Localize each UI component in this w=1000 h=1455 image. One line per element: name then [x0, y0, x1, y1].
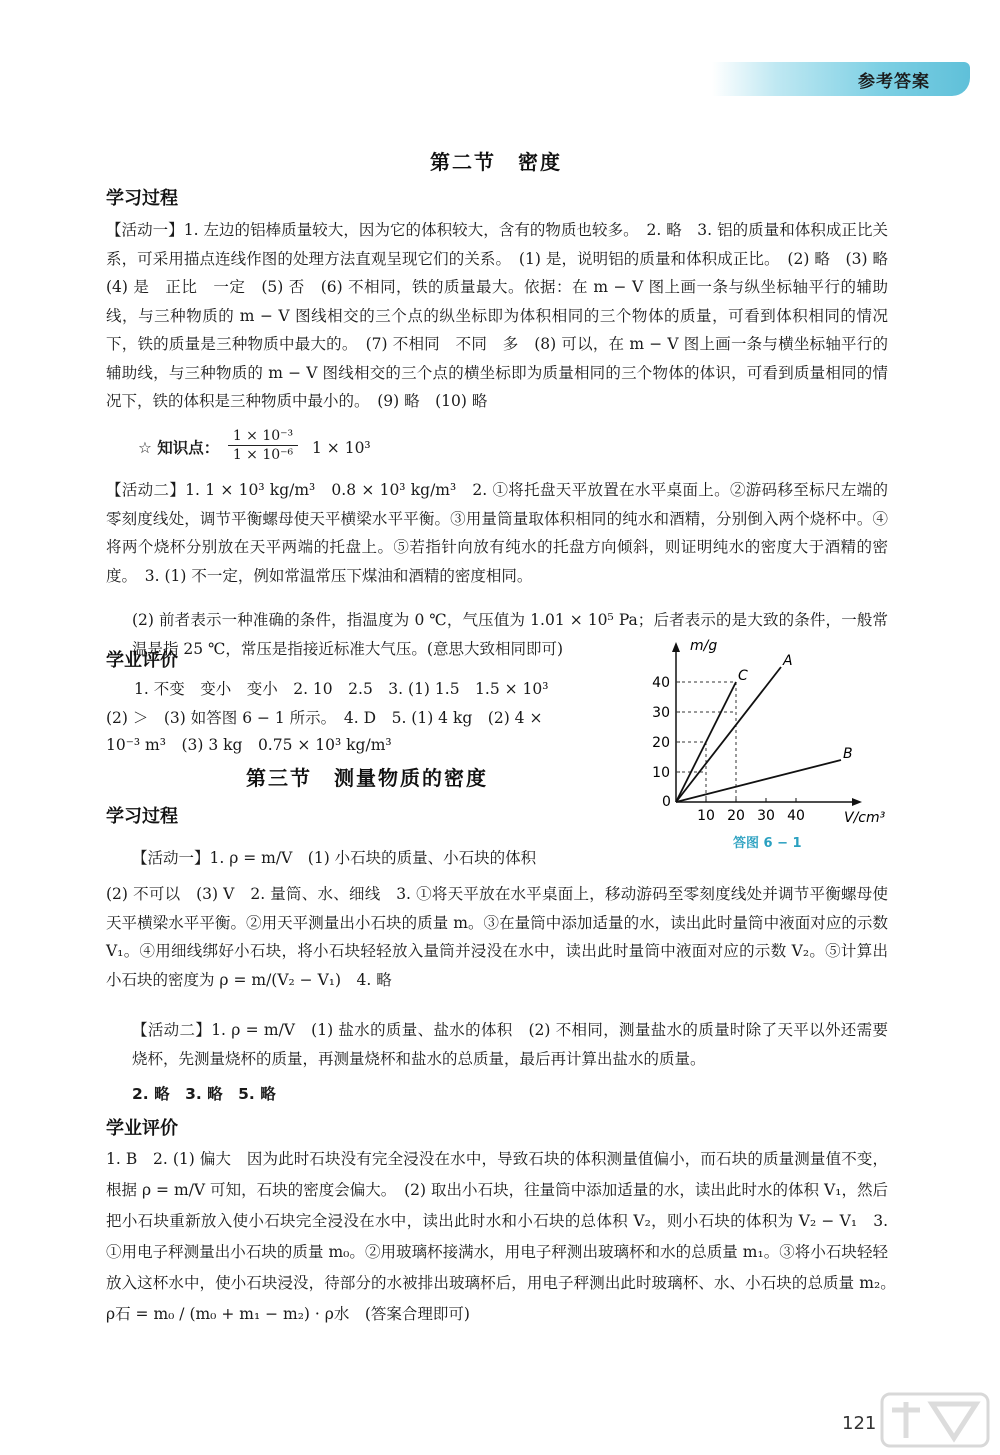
y-tick-label: 10: [652, 765, 670, 781]
activity-two-answer: 【活动二】1. 1 × 10³ kg/m³ 0.8 × 10³ kg/m³ 2. ①将托盘天平放置在水平桌面上。②游码移至标尺左端的零刻度线处，调节平衡螺母使天平横梁水平平衡。③用量筒量取体积相同的纯水和酒精，分别倒入两个烧杯中。④将两个烧杯分别放在天平两端的托盘上。⑤若指针向放有纯水的托盘方向倾斜，则证明纯水的密度大于酒精的密度。 3. (1) 不一定，例如常温常压下煤油和酒精的密度相同。: [106, 481, 888, 585]
heading-evaluation: 学业评价: [106, 650, 178, 671]
s3-activity-two-tail: 2. 略 3. 略 5. 略: [132, 1085, 276, 1103]
s3-activity-two: 【活动二】1. ρ = m/V (1) 盐水的质量、盐水的体积 (2) 不相同，测量盐水的质量时除了天平以外还需要烧杯，先测量烧杯的质量，再测量烧杯和盐水的总质量，最后再计算出盐水的质量。: [132, 1021, 888, 1068]
evaluation-line-1: 1. 不变 变小 变小 2. 10 2.5 3. (1) 1.5 1.5 × 10³: [134, 680, 549, 698]
s3-evaluation-body: 1. B 2. (1) 偏大 因为此时石块没有完全浸没在水中，导致石块的体积测量值偏小，而石块的质量测量值不变，根据 ρ = m/V 可知，石块的密度会偏大。 (2) 取出小石块，往量筒中添加适量的水，读出此时水的体积 V₁，然后把小石块重新放入使小石块完全浸没在水中，读出此时水和小石块的总体积 V₂，则小石块的体积为 V₂ − V₁ 3. ①用电子秤测量出小石块的质量 m₀。②用玻璃杯接满水，用电子秤测出玻璃杯和水的总质量 m₁。③将小石块轻轻放入这杯水中，使小石块浸没，待部分的水被排出玻璃杯后，用电子秤测出此时玻璃杯、水、小石块的总质量 m₂。 ρ石 = m₀ / (m₀ + m₁ − m₂) · ρ水 (答案合理即可): [106, 1150, 904, 1323]
section-title-measure-density: 第三节 测量物质的密度: [246, 766, 488, 790]
chart-caption: 答图 6 − 1: [733, 836, 802, 851]
series-label-B: B: [843, 746, 853, 762]
x-axis-label: V/cm³: [844, 810, 886, 826]
knowledge-fraction: [228, 428, 298, 463]
fraction-numerator: 1 × 10⁻³: [232, 428, 294, 444]
banner-label: 参考答案: [858, 72, 930, 92]
y-tick-label: 30: [652, 705, 670, 721]
s3-activity-one-line-1: 【活动一】1. ρ = m/V (1) 小石块的质量、小石块的体积: [132, 849, 537, 867]
x-axis-arrow: [852, 798, 862, 806]
y-axis-arrow: [672, 642, 680, 652]
y-tick-label: 40: [652, 675, 670, 691]
y-axis-label: m/g: [690, 638, 718, 654]
x-tick-label: 30: [757, 808, 775, 824]
mass-volume-chart: [648, 632, 898, 832]
watermark-logo: [880, 1390, 990, 1450]
heading-learning-process: 学习过程: [106, 188, 178, 209]
series-line-A: [676, 667, 781, 802]
fraction-denominator: 1 × 10⁻⁶: [232, 447, 294, 463]
page-number: 121: [842, 1413, 877, 1434]
series-label-A: A: [783, 653, 793, 669]
section-title-density: 第二节 密度: [430, 150, 562, 174]
x-tick-label: 40: [787, 808, 805, 824]
activity-two-part2: (2) 前者表示一种准确的条件，指温度为 0 ℃，气压值为 1.01 × 10⁵ Pa；后者表示的是大致的条件，一般常温是指 25 ℃，常压是指接近标准大气压。(意思大致相同即可): [132, 611, 888, 658]
heading-learning-process-2: 学习过程: [106, 806, 178, 827]
origin-label: 0: [662, 794, 671, 810]
activity-one-answer: 【活动一】1. 左边的铝棒质量较大，因为它的体积较大，含有的物质也较多。 2. 略 3. 铝的质量和体积成正比关系，可采用描点连线作图的处理方法直观呈现它们的关系。 (1) 是，说明铝的质量和体积成正比。 (2) 略 (3) 略 (4) 是 正比 一定 (5) 否 (6) 不相同，铁的质量最大。依据：在 m − V 图上画一条与纵坐标轴平行的辅助线，与三种物质的 m − V 图线相交的三个点的纵坐标即为体积相同的三个物体的质量，可看到体积相同的情况下，铁的质量是三种物质中最大的。 (7) 不相同 不同 多 (8) 可以，在 m − V 图上画一条与横坐标轴平行的辅助线，与三种物质的 m − V 图线相交的三个点的横坐标即为质量相同的三个物体的体识，可看到质量相同的情况下，铁的体积是三种物质中最小的。 (9) 略 (10) 略: [106, 221, 904, 410]
x-tick-label: 20: [727, 808, 745, 824]
knowledge-point-label: ☆ 知识点：: [138, 439, 220, 457]
header-banner: [712, 62, 970, 96]
evaluation-line-3: 10⁻³ m³ (3) 3 kg 0.75 × 10³ kg/m³: [106, 736, 392, 754]
y-tick-label: 20: [652, 735, 670, 751]
x-tick-label: 10: [697, 808, 715, 824]
evaluation-line-2: (2) ＞ (3) 如答图 6 − 1 所示。 4. D 5. (1) 4 kg (2) 4 ×: [106, 709, 543, 727]
fraction-bar: [228, 445, 298, 446]
series-label-C: C: [738, 668, 748, 684]
series-line-B: [676, 760, 841, 802]
s3-activity-one-body: (2) 不可以 (3) V 2. 量筒、水、细线 3. ①将天平放在水平桌面上，移动游码至零刻度线处并调节平衡螺母使天平横梁水平平衡。②用天平测量出小石块的质量 m。③在量筒中添加适量的水，读出此时量筒中液面对应的示数 V₁。④用细线绑好小石块，将小石块轻轻放入量筒并浸没在水中，读出此时量筒中液面对应的示数 V₂。⑤计算出小石块的密度为 ρ = m/(V₂ − V₁) 4. 略: [106, 885, 888, 989]
knowledge-value: 1 × 10³: [312, 439, 371, 457]
heading-evaluation-2: 学业评价: [106, 1118, 178, 1139]
